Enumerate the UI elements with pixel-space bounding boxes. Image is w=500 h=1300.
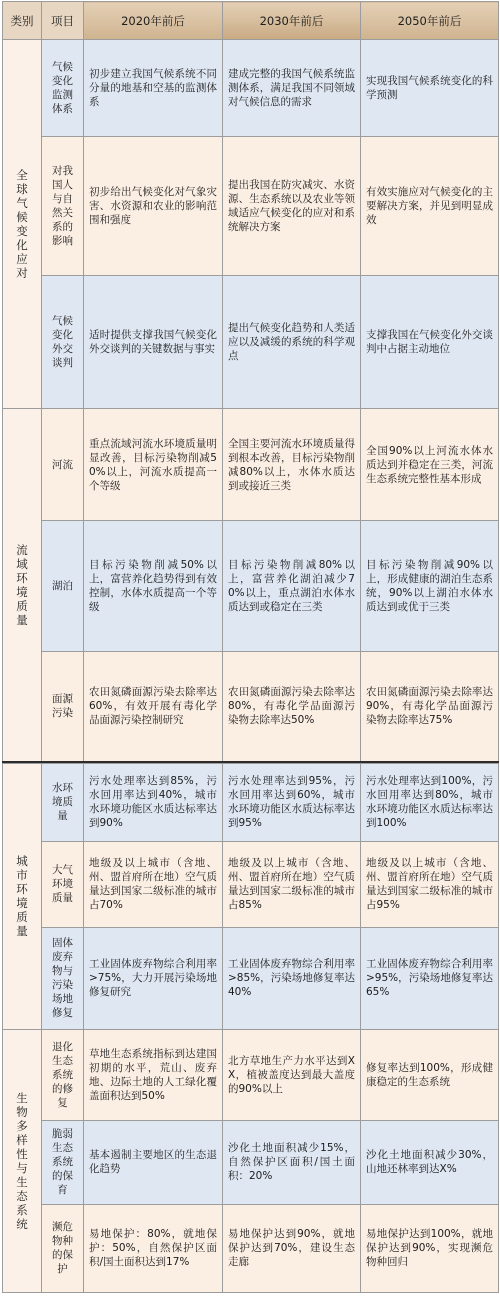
cell-2030: 建成完整的我国气候系统监测体系，满足我国不同领域对气候信息的需求: [223, 40, 361, 137]
cell-2020: 草地生态系统指标到达建国初期的水平，荒山、废弃地、边际土地的人工绿化覆盖面积达到50%: [84, 1029, 223, 1120]
cell-2050: 农田氮磷面源污染去除率达90%，有毒化学品面源污染物去除率达75%: [361, 652, 499, 762]
item-cell: [42, 521, 84, 652]
item-cell: [42, 276, 84, 409]
cell-2020: 适时提供支撑我国气候变化外交谈判的关键数据与事实: [84, 276, 223, 409]
table-row: [3, 841, 499, 927]
item-cell: [42, 927, 84, 1029]
item-label: 气候变化监测体系: [52, 61, 73, 115]
item-cell: [42, 1120, 84, 1204]
cell-2030: 提出气候变化趋势和人类适应以及减缓的系统的科学观点: [223, 276, 361, 409]
category-label: 城市环境质量: [16, 854, 28, 938]
cell-2050: 支撑我国在气候变化外交谈判中占据主动地位: [361, 276, 499, 409]
item-label: 水环境质量: [52, 782, 73, 822]
cell-2050: 沙化土地面积减少30%，山地还林率到达X%: [361, 1120, 499, 1204]
cell-2030: 污水处理率达到95%，污水回用率达到60%，城市水环境功能区水质达标率达到95%: [223, 763, 361, 841]
table-row: [3, 1204, 499, 1292]
item-cell: [42, 40, 84, 137]
cell-2050: 工业固体废弃物综合利用率>95%，污染场地修复率达65%: [361, 927, 499, 1029]
item-cell: [42, 1204, 84, 1292]
cell-2030: 农田氮磷面源污染去除率达80%，有毒化学品面源污染物去除率达50%: [223, 652, 361, 762]
cell-2050: 修复率达到100%，形成健康稳定的生态系统: [361, 1029, 499, 1120]
item-label: 河流: [52, 458, 73, 471]
cell-2030: 沙化土地面积减少15%，自然保护区面积/国土面积：20%: [223, 1120, 361, 1204]
table-row: [3, 1029, 499, 1120]
item-cell: [42, 652, 84, 762]
item-label: 退化生态系统的修复: [52, 1040, 73, 1109]
category-label: 全球气候变化应对: [16, 168, 28, 280]
cell-2050: 污水处理率达到100%，污水回用率达到80%，城市水环境功能区水质达标率达到100%: [361, 763, 499, 841]
cell-2030: 提出我国在防灾减灾、水资源、生态系统以及农业等领域适应气候变化的应对和系统解决方案: [223, 137, 361, 276]
category-label: 生物多样性与生态系统: [16, 1090, 28, 1231]
table-row: [3, 521, 499, 652]
table-row: [3, 1120, 499, 1204]
cell-2020: 易地保护：80%，就地保护：50%，自然保护区面积/国土面积达到17%: [84, 1204, 223, 1292]
cell-2050: 地级及以上城市（含地、州、盟首府所在地）空气质量达到国家二级标准的城市占95%: [361, 841, 499, 927]
table-row: [3, 927, 499, 1029]
item-label: 湖泊: [52, 580, 73, 592]
header-2050: 2050年前后: [361, 2, 499, 40]
category-label: 流域环境质量: [16, 542, 28, 627]
cell-2020: 地级及以上城市（含地、州、盟首府所在地）空气质量达到国家二级标准的城市占70%: [84, 841, 223, 927]
item-cell: [42, 1029, 84, 1120]
table-row: [3, 763, 499, 841]
table-row: [3, 276, 499, 409]
cell-2020: 工业固体废弃物综合利用率>75%，大力开展污染场地修复研究: [84, 927, 223, 1029]
item-label: 濒危物种的保护: [52, 1221, 73, 1275]
item-label: 面源污染: [52, 693, 73, 720]
item-cell: [42, 137, 84, 276]
header-category: 类别: [3, 2, 42, 40]
item-label: 固体废弃物与污染场地修复: [52, 937, 73, 1019]
cell-2050: 易地保护达到100%，就地保护达到90%，实现濒危物种回归: [361, 1204, 499, 1292]
cell-2020: 污水处理率达到85%，污水回用率达到40%，城市水环境功能区水质达标率达到90%: [84, 763, 223, 841]
cell-2030: 易地保护达到90%，就地保护达到70%，建设生态走廊: [223, 1204, 361, 1292]
roadmap-table: [2, 1, 499, 1293]
cell-2020: 初步给出气候变化对气象灾害、水资源和农业的影响范围和强度: [84, 137, 223, 276]
category-cell: [3, 763, 42, 1029]
cell-2030: 北方草地生产力水平达到XX，植被盖度达到最大盖度的90%以上: [223, 1029, 361, 1120]
category-cell: [3, 1029, 42, 1292]
cell-2030: 工业固体废弃物综合利用率>85%，污染场地修复率达40%: [223, 927, 361, 1029]
cell-2020: 初步建立我国气候系统不同分量的地基和空基的监测体系: [84, 40, 223, 137]
header-row: [3, 2, 499, 40]
header-2030: 2030年前后: [223, 2, 361, 40]
cell-2050: 目标污染物削减90%以上，形成健康的湖泊生态系统，90%以上湖泊水体水质达到或优于三类: [361, 521, 499, 652]
cell-2030: 全国主要河流水环境质量得到根本改善，目标污染物削减80%以上，水体水质达到或接近三类: [223, 409, 361, 521]
table-row: [3, 137, 499, 276]
category-cell: [3, 40, 42, 409]
item-label: 对我国人与自然关系的影响: [52, 165, 73, 247]
table-row: [3, 409, 499, 521]
item-cell: [42, 409, 84, 521]
header-2020: 2020年前后: [84, 2, 223, 40]
cell-2050: 有效实施应对气候变化的主要解决方案，并见到明显成效: [361, 137, 499, 276]
item-cell: [42, 841, 84, 927]
table-row: [3, 652, 499, 762]
cell-2020: 目标污染物削减50%以上，富营养化趋势得到有效控制，水体水质提高一个等级: [84, 521, 223, 652]
cell-2050: 全国90%以上河流水体水质达到并稳定在三类，河流生态系统完整性基本形成: [361, 409, 499, 521]
cell-2020: 农田氮磷面源污染去除率达60%，有效开展有毒化学品面源污染控制研究: [84, 652, 223, 762]
item-label: 大气环境质量: [52, 864, 73, 904]
item-label: 脆弱生态系统的保育: [52, 1128, 73, 1196]
item-cell: [42, 763, 84, 841]
cell-2030: 地级及以上城市（含地、州、盟首府所在地）空气质量达到国家二级标准的城市占85%: [223, 841, 361, 927]
header-item: 项目: [42, 2, 84, 40]
cell-2030: 目标污染物削减80%以上，富营养化湖泊减少70%以上，重点湖泊水体水质达到或稳定在三类: [223, 521, 361, 652]
document-page: [2, 1, 498, 1293]
item-label: 气候变化外交谈判: [52, 315, 73, 369]
table-row: [3, 40, 499, 137]
cell-2020: 重点流域河流水环境质量明显改善，目标污染物削减50%以上，河流水质提高一个等级: [84, 409, 223, 521]
cell-2020: 基本遏制主要地区的生态退化趋势: [84, 1120, 223, 1204]
category-cell: [3, 409, 42, 762]
cell-2050: 实现我国气候系统变化的科学预测: [361, 40, 499, 137]
